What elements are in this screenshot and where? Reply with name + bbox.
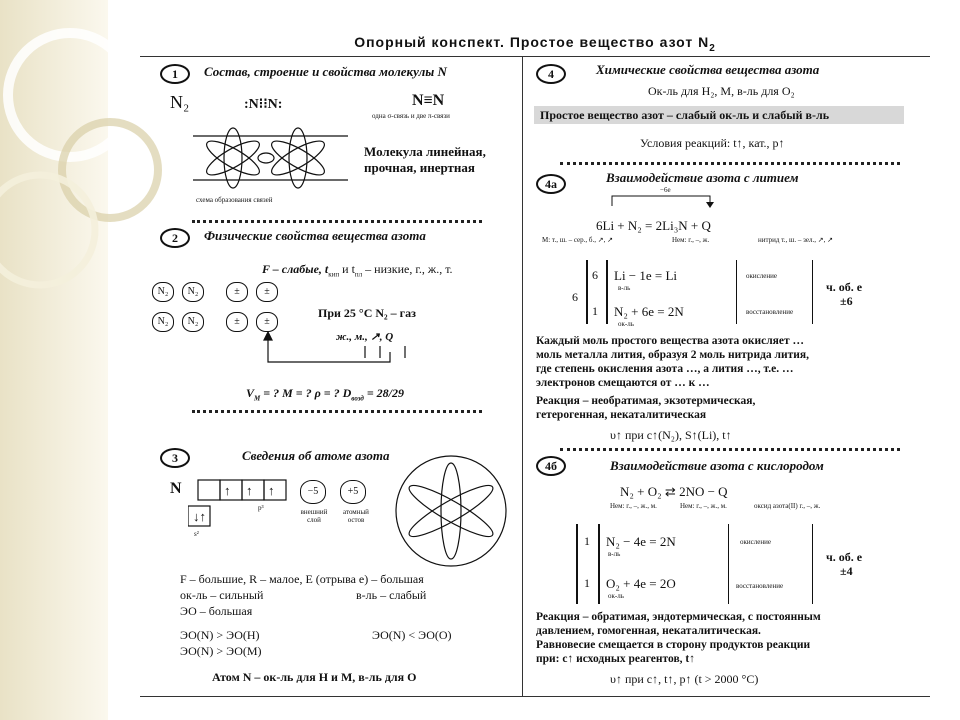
divider xyxy=(812,524,813,604)
equilibrium-shift: Равновесие смещается в сторону продуктов реакции xyxy=(536,639,811,651)
half-reaction: Li − 1e = Li xyxy=(614,268,678,283)
bracket xyxy=(606,260,608,324)
electronegativity: ЭО – большая xyxy=(180,604,253,618)
n2-molecule: N₂ xyxy=(152,312,174,332)
multiplier: 1 xyxy=(584,534,590,548)
section-number: 3 xyxy=(160,448,190,468)
page-title: Опорный конспект. Простое вещество азот $N_2$ xyxy=(354,34,716,54)
divider xyxy=(140,696,930,697)
section-heading: Физические свойства вещества азота xyxy=(204,228,426,243)
section-number: 4б xyxy=(536,456,566,476)
half-reaction: N₂ + 6e = 2N xyxy=(614,304,684,319)
svg-text:↑: ↑ xyxy=(268,483,275,498)
element-symbol: N xyxy=(170,480,182,497)
dotted-separator xyxy=(560,448,900,451)
electron-transfer-arrow xyxy=(610,192,720,208)
role-label: ок-ль xyxy=(608,592,624,600)
lewis-structure: :N⁝⁝N: xyxy=(244,97,283,112)
section-heading: Взаимодействие азота с литием xyxy=(606,170,799,185)
outer-layer-label: внешний слой xyxy=(300,508,328,524)
bracket xyxy=(586,260,588,324)
molecule-formula: N₂ xyxy=(170,92,190,112)
oxidation-label: окисление xyxy=(746,272,777,280)
section-number: 2 xyxy=(160,228,190,248)
en-comparison: ЭО(N) > ЭО(M) xyxy=(180,644,262,658)
electron-balance: ч. об. e xyxy=(826,550,863,564)
molecule-property: Молекула линейная, xyxy=(364,144,486,159)
role-label: ок-ль xyxy=(618,320,634,328)
product-info: оксид азота(II) г., –, ж. xyxy=(754,502,821,510)
physical-quantities: $V_М$ = ? M = ? ρ = ? $D_{возд} = 28/29$ xyxy=(246,386,405,403)
reactant-info: Нем: г., –, ж., м. xyxy=(680,502,727,510)
state-changes: ж., м., ↗, Q xyxy=(336,331,394,343)
reduction-label: восстановление xyxy=(736,582,784,590)
column-divider xyxy=(522,56,523,696)
section-heading: Сведения об атоме азота xyxy=(242,448,390,463)
multiplier: 1 xyxy=(584,576,590,590)
en-comparison: ЭО(N) > ЭО(H) xyxy=(180,628,260,642)
exercise-text: где степень окисления азота …, а лития …, т.е. … xyxy=(536,363,794,375)
role-label: в-ль xyxy=(618,284,631,292)
core-label: атомный остов xyxy=(343,508,369,524)
exercise-text: электронов смещаются от … к … xyxy=(536,377,710,389)
diagram-caption: схема образования связей xyxy=(196,196,273,204)
atom-conclusion: Атом N – ок-ль для H и M, в-ль для O xyxy=(212,670,417,684)
charge-symbol: ± xyxy=(226,282,248,302)
exercise-text: Каждый моль простого вещества азота окисляет … xyxy=(536,335,805,347)
charge-symbol: ± xyxy=(256,282,278,302)
electron-balance: ±4 xyxy=(840,564,853,578)
n2-molecule: N₂ xyxy=(182,312,204,332)
multiplier: 6 xyxy=(572,290,578,304)
molecule-property: прочная, инертная xyxy=(364,160,475,175)
bracket xyxy=(598,524,600,604)
product-info: нитрид т., ш. – зел., ↗, ↗ xyxy=(758,236,833,244)
divider xyxy=(140,56,930,57)
charge-symbol: ± xyxy=(256,312,278,332)
n2-molecule: N₂ xyxy=(152,282,174,302)
electron-balance: ч. об. e xyxy=(826,280,863,294)
exercise-text: моль металла лития, образуя 2 моль нитрида лития, xyxy=(536,349,809,361)
reaction-type: Реакция – необратимая, экзотермическая, xyxy=(536,395,756,407)
en-comparison: ЭО(N) < ЭО(O) xyxy=(372,628,452,642)
electron-transfer-label: −6e xyxy=(660,186,671,194)
reaction-equation: 6Li + N₂ = 2Li₃N + Q xyxy=(596,218,711,233)
key-statement: Простое вещество азот – слабый ок-ль и слабый в-ль xyxy=(540,108,830,122)
orbital-overlap-diagram xyxy=(188,110,358,210)
role-label: в-ль xyxy=(608,550,621,558)
electron-balance: ±6 xyxy=(840,294,853,308)
connector-arrows xyxy=(260,332,420,372)
p-sublevel: p³ xyxy=(258,504,264,512)
dotted-separator xyxy=(192,220,482,223)
reaction-rate: υ↑ при c↑(N₂), S↑(Li), t↑ xyxy=(610,428,732,442)
worksheet xyxy=(140,14,930,704)
atom-characteristics: F – большие, R – малое, E (отрыва e) – большая xyxy=(180,572,424,586)
divider xyxy=(736,260,737,324)
divider xyxy=(728,524,729,604)
core-charge: +5 xyxy=(340,480,366,504)
gas-state: При 25 °C N₂ – газ xyxy=(318,306,416,320)
reaction-conditions: Условия реакций: t↑, кат., p↑ xyxy=(640,136,785,150)
reaction-type: давлением, гомогенная, некаталитическая. xyxy=(536,625,761,637)
section-heading: Состав, строение и свойства молекулы N xyxy=(204,64,447,79)
section-heading: Химические свойства вещества азота xyxy=(596,62,820,77)
divider xyxy=(812,260,813,324)
half-reaction: O₂ + 4e = 2O xyxy=(606,576,676,591)
reaction-rate: υ↑ при c↑, t↑, p↑ (t > 2000 °C) xyxy=(610,672,759,686)
bracket xyxy=(576,524,578,604)
reaction-type: Реакция – обратимая, эндотермическая, с постоянным xyxy=(536,611,821,623)
chemical-role: Ок-ль для H₂, M, в-ль для O₂ xyxy=(648,84,795,98)
reactant-info: Нем: г., –, ж., м. xyxy=(610,502,657,510)
reactant-info: Нем: г., –, ж. xyxy=(672,236,710,244)
outer-layer-charge: −5 xyxy=(300,480,326,504)
intermolecular-forces: F – слабые, $t_{кип}$ и $t_{пл}$ – низкие, г., ж., т. xyxy=(262,262,453,279)
multiplier: 6 xyxy=(592,268,598,282)
svg-text:↓↑: ↓↑ xyxy=(193,509,206,524)
multiplier: 1 xyxy=(592,304,598,318)
section-number: 1 xyxy=(160,64,190,84)
structural-formula: N≡N xyxy=(412,92,445,109)
section-heading: Взаимодействие азота с кислородом xyxy=(610,458,824,473)
oxidation-label: окисление xyxy=(740,538,771,546)
atom-orbitals-diagram xyxy=(386,454,516,568)
s-sublevel: s² xyxy=(194,530,199,538)
section-number: 4 xyxy=(536,64,566,84)
reactant-info: М: т., ш. – сер., б., ↗, ↗ xyxy=(542,236,613,244)
section-number: 4a xyxy=(536,174,566,194)
dotted-separator xyxy=(560,162,900,165)
reaction-equation: N₂ + O₂ ⇄ 2NO − Q xyxy=(620,484,728,499)
svg-text:↑: ↑ xyxy=(224,483,231,498)
reduction-label: восстановление xyxy=(746,308,794,316)
reaction-type: гетерогенная, некаталитическая xyxy=(536,409,707,421)
svg-text:↑: ↑ xyxy=(246,483,253,498)
oxidizer-strength: ок-ль – сильный xyxy=(180,588,264,602)
equilibrium-shift: при: c↑ исходных реагентов, t↑ xyxy=(536,653,695,665)
electron-cells xyxy=(188,478,298,538)
bond-note: одна σ-связь и две π-связи xyxy=(372,112,450,120)
n2-molecule: N₂ xyxy=(182,282,204,302)
charge-symbol: ± xyxy=(226,312,248,332)
half-reaction: N₂ − 4e = 2N xyxy=(606,534,676,549)
dotted-separator xyxy=(192,410,482,413)
reducer-strength: в-ль – слабый xyxy=(356,588,427,602)
